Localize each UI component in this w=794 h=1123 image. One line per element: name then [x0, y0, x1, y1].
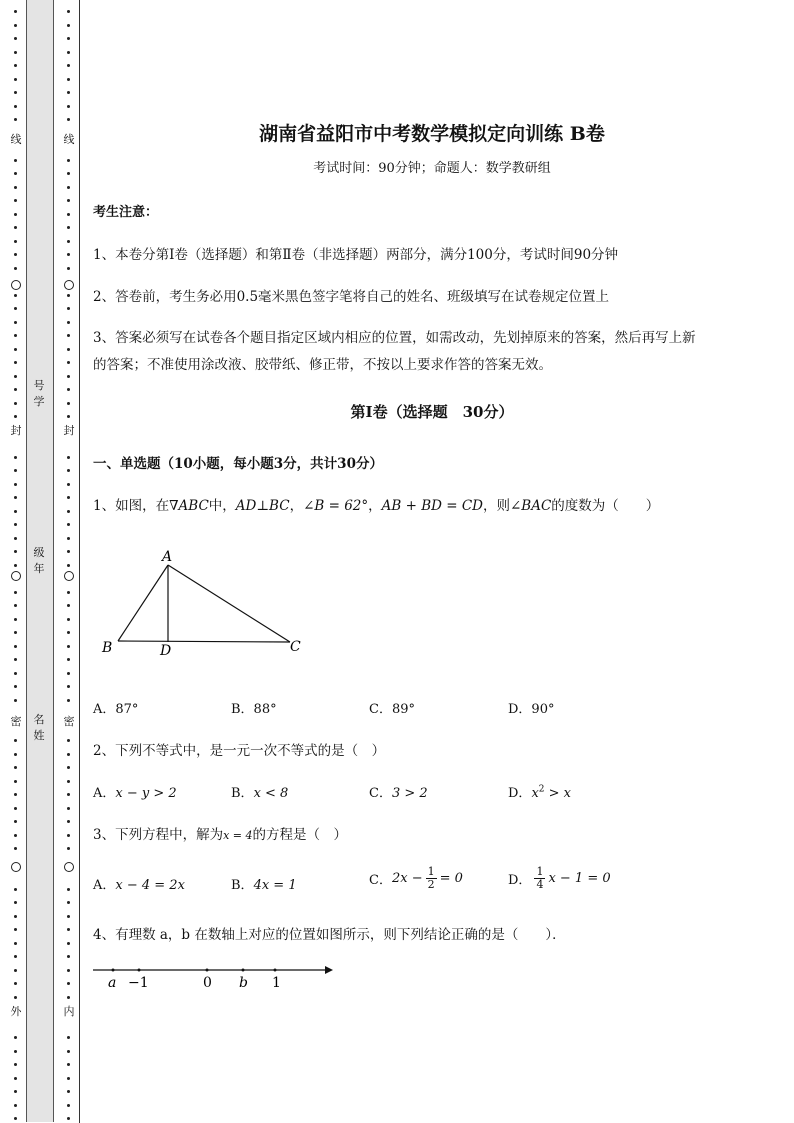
side-ab [118, 565, 168, 641]
margin-dot [67, 618, 70, 621]
notice-heading: 考生注意： [93, 205, 159, 220]
page-subtitle: 考试时间：90分钟；命题人：数学教研组 [313, 161, 551, 176]
margin-dot [67, 267, 70, 270]
margin-dot [14, 847, 17, 850]
margin-dot [67, 969, 70, 972]
margin-dot [67, 159, 70, 162]
margin-dot [14, 1036, 17, 1039]
question-4-stem: 4、有理数 a，b 在数轴上对应的位置如图所示，则下列结论正确的是（ ）． [93, 927, 566, 943]
margin-char-secret-inner: 密 [63, 715, 75, 728]
margin-dot [14, 226, 17, 229]
margin-dot [14, 375, 17, 378]
q3-option-c[interactable]: C． 2x − $\frac{1}{2}$ = 0 [369, 865, 463, 891]
side-ac [168, 565, 290, 642]
q3-option-b[interactable]: B．4x = 1 [231, 878, 297, 893]
margin-char-outside: 外 [10, 1005, 22, 1018]
margin-dot [14, 294, 17, 297]
number-line [90, 960, 340, 995]
margin-dot [14, 631, 17, 634]
question-1-stem: 1、如图，在∇ABC中，AD⊥BC，∠B = 62°，AB + BD = CD，则∠BAC的度数为（ ） [93, 498, 660, 514]
margin-circle [64, 862, 74, 872]
margin-dot [14, 24, 17, 27]
margin-dot [67, 37, 70, 40]
margin-dot [67, 253, 70, 256]
margin-dot [67, 361, 70, 364]
margin-dot [14, 267, 17, 270]
margin-dot [14, 469, 17, 472]
margin-dot [14, 780, 17, 783]
margin-dot [14, 1104, 17, 1107]
margin-label-student-id: 号学 [33, 379, 45, 408]
binding-line [79, 0, 80, 1123]
margin-dot [14, 834, 17, 837]
margin-dot [14, 523, 17, 526]
margin-dot [14, 172, 17, 175]
margin-dot [14, 901, 17, 904]
margin-dot [14, 213, 17, 216]
margin-dot [14, 969, 17, 972]
vertex-label-a: A [162, 549, 173, 565]
margin-dot [14, 64, 17, 67]
margin-dot [14, 888, 17, 891]
margin-dot [67, 64, 70, 67]
margin-dot [14, 1063, 17, 1066]
q2-option-b[interactable]: B．x < 8 [231, 786, 289, 801]
margin-dot [14, 78, 17, 81]
margin-dot [14, 928, 17, 931]
margin-dot [14, 186, 17, 189]
margin-dot [67, 240, 70, 243]
margin-dot [67, 955, 70, 958]
margin-dot [67, 537, 70, 540]
axis-label-minus-one: −1 [128, 975, 149, 991]
margin-char-line-outer: 线 [10, 133, 22, 146]
margin-dot [14, 550, 17, 553]
margin-dot [14, 537, 17, 540]
section-heading: 一、单选题（10小题，每小题3分，共计30分） [93, 456, 383, 472]
margin-dot [67, 105, 70, 108]
margin-char-seal-outer: 封 [10, 424, 22, 437]
q1-option-d[interactable]: D．90° [508, 702, 555, 717]
margin-dot [14, 334, 17, 337]
margin-dot [14, 307, 17, 310]
margin-dot [67, 199, 70, 202]
margin-dot [14, 591, 17, 594]
margin-dot [67, 348, 70, 351]
margin-dot [67, 496, 70, 499]
margin-dot [67, 483, 70, 486]
margin-dot [67, 766, 70, 769]
margin-dot [14, 321, 17, 324]
margin-dot [14, 699, 17, 702]
margin-dot [67, 388, 70, 391]
margin-dot [67, 510, 70, 513]
margin-dot [67, 982, 70, 985]
tick-zero [206, 969, 209, 972]
axis-label-one: 1 [272, 975, 281, 991]
margin-dot [14, 37, 17, 40]
margin-dot [67, 294, 70, 297]
margin-dot [14, 402, 17, 405]
q3-d-fraction: 1 4 [536, 865, 544, 891]
tick-b [242, 969, 245, 972]
margin-dot [67, 1090, 70, 1093]
margin-dot [67, 1050, 70, 1053]
notice-item-1: 1、本卷分第Ⅰ卷（选择题）和第Ⅱ卷（非选择题）两部分，满分100分，考试时间90分钟 [93, 247, 619, 263]
margin-dot [14, 564, 17, 567]
vertex-label-c: C [290, 639, 301, 655]
axis-label-a: a [108, 975, 117, 991]
margin-dot [14, 672, 17, 675]
tick-minus-one [138, 969, 141, 972]
tick-a [112, 969, 115, 972]
margin-dot [67, 10, 70, 13]
margin-dot [67, 631, 70, 634]
margin-dot [14, 915, 17, 918]
margin-dot [67, 523, 70, 526]
margin-dot [14, 793, 17, 796]
margin-dot [14, 361, 17, 364]
margin-dot [14, 159, 17, 162]
axis-label-zero: 0 [203, 975, 212, 991]
margin-dot [14, 51, 17, 54]
margin-dot [14, 1050, 17, 1053]
margin-dot [67, 915, 70, 918]
margin-dot [67, 685, 70, 688]
margin-char-secret-outer: 密 [10, 715, 22, 728]
margin-dot [67, 942, 70, 945]
margin-dot [67, 699, 70, 702]
margin-dot [67, 847, 70, 850]
margin-dot [67, 186, 70, 189]
margin-dot [14, 955, 17, 958]
margin-dot [67, 901, 70, 904]
margin-dot [14, 253, 17, 256]
margin-dot [67, 807, 70, 810]
margin-label-grade: 级年 [33, 546, 45, 575]
margin-char-inside: 内 [63, 1005, 75, 1018]
axis-label-b: b [239, 975, 248, 991]
margin-dot [14, 658, 17, 661]
margin-dot [14, 1090, 17, 1093]
margin-dot [67, 550, 70, 553]
vertex-label-d: D [160, 643, 172, 659]
margin-dot [67, 334, 70, 337]
margin-dot [67, 658, 70, 661]
margin-dot [67, 469, 70, 472]
margin-dot [14, 91, 17, 94]
q3-c-fraction: $\frac{1}{2}$ [427, 865, 435, 891]
margin-circle [64, 280, 74, 290]
margin-dot [14, 604, 17, 607]
side-bc [118, 641, 290, 642]
margin-dot [67, 604, 70, 607]
margin-dot [14, 456, 17, 459]
vertex-label-b: B [102, 640, 113, 656]
margin-dot [14, 415, 17, 418]
tick-one [274, 969, 277, 972]
margin-dot [14, 996, 17, 999]
margin-dot [67, 415, 70, 418]
margin-dot [67, 672, 70, 675]
margin-char-line-inner: 线 [63, 133, 75, 146]
margin-dot [67, 118, 70, 121]
margin-dot [14, 739, 17, 742]
margin-dot [14, 807, 17, 810]
margin-dot [14, 942, 17, 945]
margin-dot [67, 1077, 70, 1080]
margin-dot [67, 888, 70, 891]
question-2-stem: 2、下列不等式中，是一元一次不等式的是（ ） [93, 743, 386, 759]
margin-dot [67, 1036, 70, 1039]
margin-dot [67, 172, 70, 175]
margin-dot [67, 1063, 70, 1066]
margin-circle [11, 280, 21, 290]
margin-char-seal-inner: 封 [63, 424, 75, 437]
margin-dot [67, 1117, 70, 1120]
margin-dot [14, 685, 17, 688]
margin-dot [67, 226, 70, 229]
margin-dot [14, 105, 17, 108]
q2-option-a[interactable]: A．x − y > 2 [93, 786, 177, 801]
margin-dot [14, 240, 17, 243]
margin-dot [67, 1104, 70, 1107]
q2-option-c[interactable]: C．3 > 2 [369, 786, 428, 801]
q2-option-d[interactable]: D．$x^2 > x$ [508, 784, 572, 801]
margin-dot [14, 496, 17, 499]
axis-arrow [325, 966, 333, 974]
margin-dot [67, 321, 70, 324]
margin-dot [67, 591, 70, 594]
margin-dot [67, 645, 70, 648]
margin-dot [14, 510, 17, 513]
margin-dot [67, 780, 70, 783]
margin-dot [14, 618, 17, 621]
notice-item-2: 2、答卷前，考生务必用0.5毫米黑色签字笔将自己的姓名、班级填写在试卷规定位置上 [93, 289, 610, 305]
margin-dot [14, 483, 17, 486]
q1-option-b[interactable]: B．88° [231, 702, 277, 717]
inner-dot-column [62, 0, 76, 1123]
margin-dot [14, 10, 17, 13]
margin-dot [14, 118, 17, 121]
margin-dot [67, 564, 70, 567]
margin-dot [67, 793, 70, 796]
margin-dot [67, 91, 70, 94]
margin-dot [67, 307, 70, 310]
margin-dot [14, 388, 17, 391]
margin-dot [14, 820, 17, 823]
margin-dot [67, 834, 70, 837]
part-one-title: 第Ⅰ卷（选择题 30分） [350, 403, 514, 421]
q1-option-c[interactable]: C．89° [369, 702, 415, 717]
notice-item-3-line-2: 的答案；不准使用涂改液、胶带纸、修正带，不按以上要求作答的答案无效。 [93, 357, 552, 373]
margin-dot [67, 375, 70, 378]
margin-dot [67, 753, 70, 756]
margin-dot [14, 753, 17, 756]
margin-dot [14, 199, 17, 202]
margin-circle [11, 571, 21, 581]
margin-dot [67, 78, 70, 81]
q1-option-a[interactable]: A．87° [93, 702, 139, 717]
q3-option-a[interactable]: A．x − 4 = 2x [93, 878, 185, 893]
notice-item-3-line-1: 3、答案必须写在试卷各个题目指定区域内相应的位置，如需改动，先划掉原来的答案，然后再写上新 [93, 330, 696, 346]
margin-dot [14, 645, 17, 648]
margin-dot [14, 1117, 17, 1120]
margin-dot [14, 982, 17, 985]
triangle-figure [95, 545, 315, 660]
margin-circle [64, 571, 74, 581]
margin-label-name: 名姓 [33, 713, 45, 742]
margin-dot [67, 402, 70, 405]
question-3-stem: 3、下列方程中，解为x = 4的方程是（ ） [93, 827, 348, 843]
margin-circle [11, 862, 21, 872]
margin-dot [67, 51, 70, 54]
page-title: 湖南省益阳市中考数学模拟定向训练 B卷 [259, 123, 605, 145]
q3-option-d[interactable]: D． 1 4 x − 1 = 0 [508, 865, 611, 891]
margin-dot [67, 24, 70, 27]
margin-dot [14, 1077, 17, 1080]
margin-dot [67, 820, 70, 823]
margin-dot [67, 739, 70, 742]
margin-dot [67, 996, 70, 999]
margin-dot [67, 456, 70, 459]
margin-dot [67, 213, 70, 216]
margin-dot [67, 928, 70, 931]
outer-dot-column [9, 0, 23, 1123]
margin-dot [14, 766, 17, 769]
margin-dot [14, 348, 17, 351]
